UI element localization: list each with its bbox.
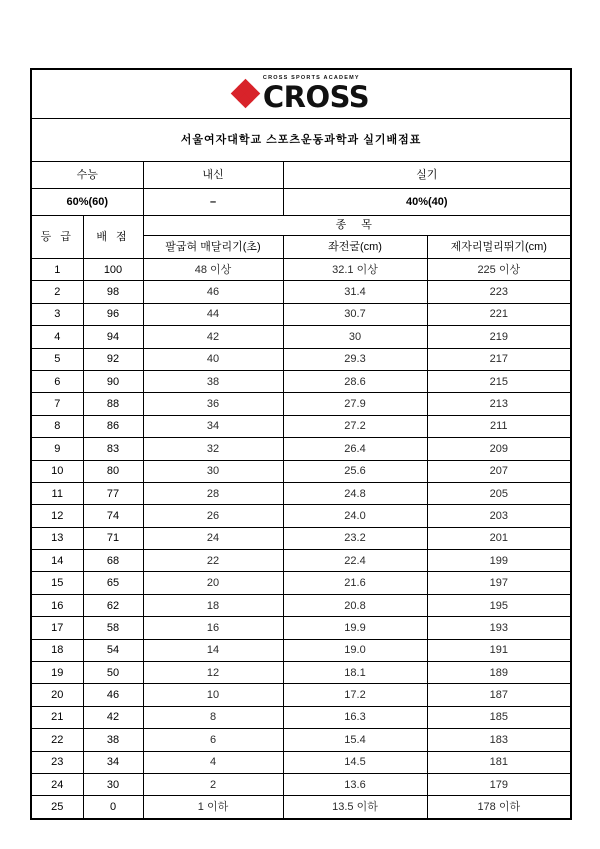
cell-score: 42 (83, 706, 143, 728)
cell-event-2: 30 (283, 326, 427, 348)
logo-row (31, 69, 571, 119)
cell-rank: 19 (31, 662, 83, 684)
title-row (31, 119, 571, 162)
cell-event-3: 178 이하 (427, 796, 571, 819)
cell-event-2: 32.1 이상 (283, 259, 427, 281)
cell-event-3: 195 (427, 594, 571, 616)
cell-event-3: 207 (427, 460, 571, 482)
cell-score: 90 (83, 370, 143, 392)
table-row (31, 639, 571, 661)
cell-event-1: 46 (143, 281, 283, 303)
cell-score: 100 (83, 259, 143, 281)
cell-event-1: 18 (143, 594, 283, 616)
cell-rank: 17 (31, 617, 83, 639)
cell-rank: 11 (31, 482, 83, 504)
cell-rank: 9 (31, 438, 83, 460)
table-row (31, 706, 571, 728)
table-row (31, 281, 571, 303)
cell-event-2: 13.5 이하 (283, 796, 427, 819)
cell-score: 62 (83, 594, 143, 616)
table-row (31, 751, 571, 773)
cell-event-3: 179 (427, 773, 571, 795)
cell-score: 65 (83, 572, 143, 594)
cell-event-3: 185 (427, 706, 571, 728)
cell-event-2: 24.0 (283, 505, 427, 527)
column-header-event-group: 종 목 (143, 216, 571, 236)
cell-event-3: 189 (427, 662, 571, 684)
cell-event-1: 2 (143, 773, 283, 795)
cell-event-1: 30 (143, 460, 283, 482)
cell-score: 83 (83, 438, 143, 460)
cell-event-2: 17.2 (283, 684, 427, 706)
cell-event-1: 10 (143, 684, 283, 706)
cell-event-1: 8 (143, 706, 283, 728)
cell-rank: 8 (31, 415, 83, 437)
document-page (30, 68, 570, 820)
cell-score: 74 (83, 505, 143, 527)
logo-wordmark: CROSS (262, 79, 370, 114)
cell-score: 98 (83, 281, 143, 303)
table-row (31, 460, 571, 482)
cell-event-3: 201 (427, 527, 571, 549)
cell-event-3: 193 (427, 617, 571, 639)
cell-event-3: 199 (427, 550, 571, 572)
table-row (31, 594, 571, 616)
cell-event-3: 203 (427, 505, 571, 527)
cell-event-2: 23.2 (283, 527, 427, 549)
cell-event-3: 209 (427, 438, 571, 460)
ratio-header-silgi: 실기 (283, 162, 571, 189)
ratio-value-naesin: – (143, 189, 283, 216)
table-row (31, 773, 571, 795)
table-row (31, 684, 571, 706)
cell-event-3: 205 (427, 482, 571, 504)
cell-event-1: 22 (143, 550, 283, 572)
cell-rank: 7 (31, 393, 83, 415)
cell-rank: 18 (31, 639, 83, 661)
cell-rank: 6 (31, 370, 83, 392)
table-row (31, 370, 571, 392)
ratio-header-row (31, 162, 571, 189)
cell-score: 34 (83, 751, 143, 773)
cell-score: 58 (83, 617, 143, 639)
cell-score: 38 (83, 729, 143, 751)
cell-score: 92 (83, 348, 143, 370)
cell-event-1: 26 (143, 505, 283, 527)
cell-event-2: 29.3 (283, 348, 427, 370)
table-row (31, 415, 571, 437)
cell-event-3: 191 (427, 639, 571, 661)
cell-event-1: 28 (143, 482, 283, 504)
cell-event-2: 15.4 (283, 729, 427, 751)
cell-score: 77 (83, 482, 143, 504)
score-table (30, 68, 572, 820)
cell-rank: 3 (31, 303, 83, 325)
cell-event-1: 40 (143, 348, 283, 370)
cell-rank: 25 (31, 796, 83, 819)
cell-event-2: 19.0 (283, 639, 427, 661)
cell-rank: 16 (31, 594, 83, 616)
table-row (31, 796, 571, 819)
ratio-header-suneung: 수능 (31, 162, 143, 189)
cell-event-1: 32 (143, 438, 283, 460)
cell-rank: 24 (31, 773, 83, 795)
table-row (31, 505, 571, 527)
cell-rank: 22 (31, 729, 83, 751)
cell-score: 71 (83, 527, 143, 549)
cell-event-2: 31.4 (283, 281, 427, 303)
cell-rank: 14 (31, 550, 83, 572)
cell-event-1: 48 이상 (143, 259, 283, 281)
ratio-value-suneung: 60%(60) (31, 189, 143, 216)
cell-event-2: 20.8 (283, 594, 427, 616)
cell-rank: 13 (31, 527, 83, 549)
cell-event-1: 6 (143, 729, 283, 751)
cell-event-2: 21.6 (283, 572, 427, 594)
cell-event-2: 13.6 (283, 773, 427, 795)
cell-event-1: 36 (143, 393, 283, 415)
table-row (31, 482, 571, 504)
table-row (31, 348, 571, 370)
cell-rank: 15 (31, 572, 83, 594)
cell-event-1: 4 (143, 751, 283, 773)
table-row (31, 326, 571, 348)
cell-rank: 10 (31, 460, 83, 482)
table-row (31, 438, 571, 460)
cell-event-3: 211 (427, 415, 571, 437)
table-row (31, 729, 571, 751)
cell-event-3: 183 (427, 729, 571, 751)
cell-event-3: 187 (427, 684, 571, 706)
cell-event-2: 30.7 (283, 303, 427, 325)
column-header-row-top (31, 216, 571, 236)
cell-rank: 12 (31, 505, 83, 527)
table-row (31, 662, 571, 684)
table-row (31, 259, 571, 281)
ratio-value-row (31, 189, 571, 216)
cell-rank: 20 (31, 684, 83, 706)
cell-event-1: 14 (143, 639, 283, 661)
cell-event-1: 42 (143, 326, 283, 348)
cell-event-3: 219 (427, 326, 571, 348)
cell-score: 68 (83, 550, 143, 572)
cell-event-3: 223 (427, 281, 571, 303)
cell-event-2: 19.9 (283, 617, 427, 639)
cell-rank: 5 (31, 348, 83, 370)
page-title: 서울여자대학교 스포츠운동과학과 실기배점표 (31, 119, 571, 162)
cell-rank: 21 (31, 706, 83, 728)
cell-event-2: 25.6 (283, 460, 427, 482)
cell-rank: 2 (31, 281, 83, 303)
logo-cell (31, 69, 571, 119)
cell-event-2: 18.1 (283, 662, 427, 684)
cell-event-2: 14.5 (283, 751, 427, 773)
column-header-event-2: 좌전굴(cm) (283, 236, 427, 259)
cell-event-1: 34 (143, 415, 283, 437)
cell-score: 88 (83, 393, 143, 415)
cell-event-3: 181 (427, 751, 571, 773)
cell-event-2: 26.4 (283, 438, 427, 460)
cell-score: 46 (83, 684, 143, 706)
cell-event-3: 225 이상 (427, 259, 571, 281)
cell-event-2: 22.4 (283, 550, 427, 572)
cell-score: 0 (83, 796, 143, 819)
table-row (31, 550, 571, 572)
cell-event-1: 44 (143, 303, 283, 325)
cell-event-1: 12 (143, 662, 283, 684)
cell-score: 30 (83, 773, 143, 795)
cell-event-2: 24.8 (283, 482, 427, 504)
cell-rank: 23 (31, 751, 83, 773)
table-row (31, 393, 571, 415)
cell-rank: 1 (31, 259, 83, 281)
column-header-rank: 등 급 (31, 216, 83, 259)
cell-event-3: 217 (427, 348, 571, 370)
ratio-header-naesin: 내신 (143, 162, 283, 189)
column-header-event-1: 팔굽혀 매달리기(초) (143, 236, 283, 259)
column-header-event-3: 제자리멀리뛰기(cm) (427, 236, 571, 259)
cell-event-3: 221 (427, 303, 571, 325)
cell-score: 80 (83, 460, 143, 482)
cell-score: 96 (83, 303, 143, 325)
cell-event-2: 27.2 (283, 415, 427, 437)
table-row (31, 617, 571, 639)
cell-score: 50 (83, 662, 143, 684)
cell-event-2: 16.3 (283, 706, 427, 728)
cell-event-1: 20 (143, 572, 283, 594)
cross-diamond-logo-icon (233, 81, 259, 107)
cell-event-2: 28.6 (283, 370, 427, 392)
table-row (31, 303, 571, 325)
table-row (31, 527, 571, 549)
cell-event-3: 215 (427, 370, 571, 392)
ratio-value-silgi: 40%(40) (283, 189, 571, 216)
cell-score: 94 (83, 326, 143, 348)
table-row (31, 572, 571, 594)
cell-score: 86 (83, 415, 143, 437)
cell-event-1: 16 (143, 617, 283, 639)
cell-event-1: 1 이하 (143, 796, 283, 819)
cell-score: 54 (83, 639, 143, 661)
cell-event-1: 24 (143, 527, 283, 549)
cell-event-3: 213 (427, 393, 571, 415)
cell-rank: 4 (31, 326, 83, 348)
logo-tagline: CROSS SPORTS ACADEMY (262, 75, 360, 82)
cell-event-2: 27.9 (283, 393, 427, 415)
cell-event-1: 38 (143, 370, 283, 392)
cell-event-3: 197 (427, 572, 571, 594)
column-header-score: 배 점 (83, 216, 143, 259)
